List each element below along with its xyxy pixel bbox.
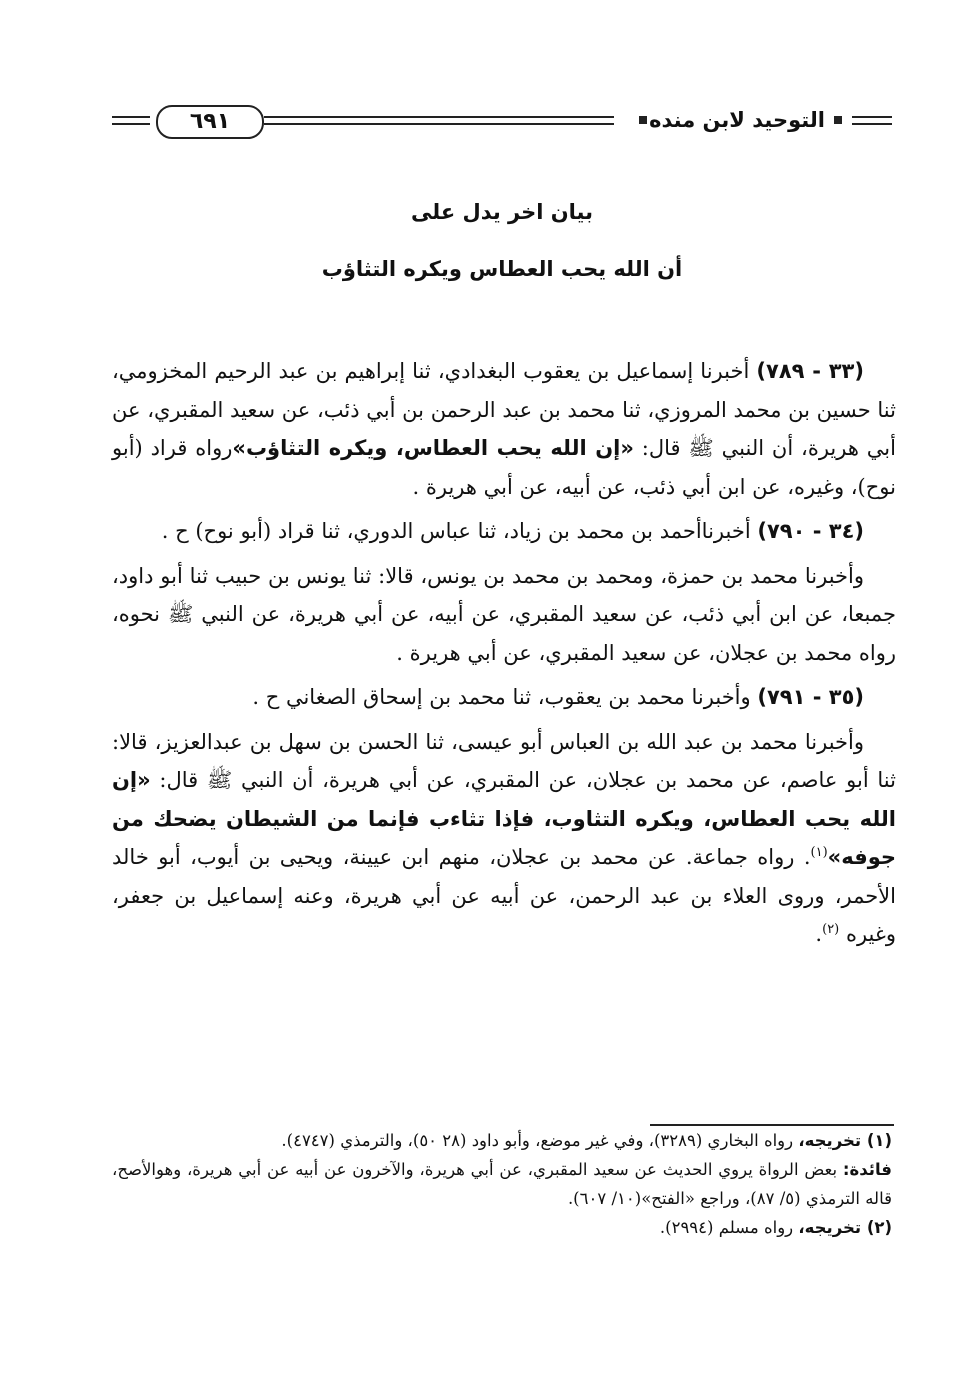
footnote-marker: (١)	[810, 845, 828, 860]
page-number: ٦٩١	[156, 105, 264, 139]
hadith-text: وأخبرنا محمد بن عبد الله بن العباس أبو عيسى، ثنا الحسن بن سهل بن عبدالعزيز، قالا: ثنا أبو عاصم، عن محمد بن عجلان، عن المقبري، عن أبي هريرة، أن النبي ﷺ قال:	[112, 729, 896, 792]
footnote-1	[112, 1126, 892, 1155]
header-rule-left	[112, 116, 150, 125]
hadith-790	[112, 512, 896, 551]
running-header	[112, 100, 892, 140]
benefit-label: فائدة:	[842, 1160, 892, 1179]
header-rule-center	[264, 116, 614, 125]
footnote-text: بعض الرواة يروي الحديث عن سعيد المقبري، عن أبي هريرة، والآخرون عن أبيه عن أبي هريرة، وهوالأصح، قاله الترمذي (٥/ ٨٧)، وراجع «الفتح»(١٠/ ٦٠٧).	[112, 1160, 892, 1208]
footnote-label: (٢) تخريجه،	[798, 1218, 892, 1237]
main-text	[112, 352, 896, 960]
footnote-marker: (٢)	[822, 922, 840, 937]
hadith-text: أخبرناأحمد بن محمد بن زياد، ثنا عباس الدوري، ثنا قراد (أبو نوح) ح .	[161, 519, 751, 543]
footnote-text: رواه البخاري (٣٢٨٩)، وفي غير موضع، وأبو داود (٢٨ ٥٠)، والترمذي (٤٧٤٧).	[281, 1131, 794, 1150]
hadith-text: وأخبرنا محمد بن يعقوب، ثنا محمد بن إسحاق الصغاني ح .	[252, 685, 751, 709]
footnote-benefit	[112, 1155, 892, 1213]
footnotes	[112, 1126, 892, 1242]
hadith-quote: «إن الله يحب العطاس، ويكره التثاؤب»	[232, 436, 634, 460]
footnote-2	[112, 1213, 892, 1242]
header-square-right	[834, 116, 842, 124]
sentence-end: .	[815, 922, 823, 946]
footnote-label: (١) تخريجه،	[798, 1131, 892, 1150]
hadith-text: . رواه جماعة. عن محمد بن عجلان، منهم ابن عيينة، ويحيى بن أيوب، أبو خالد الأحمر، وروى العلاء بن عبد الرحمن، عن أبيه عن أبي هريرة، وعنه إسماعيل بن جعفر، وغيره	[112, 845, 896, 946]
chapter-title-line-2: أن الله يحب العطاس ويكره التثاؤب	[321, 257, 683, 281]
hadith-number: (٣٣ - ٧٨٩)	[756, 359, 864, 383]
hadith-text: وأخبرنا محمد بن حمزة، ومحمد بن محمد بن يونس، قالا: ثنا يونس بن حبيب ثنا أبو داود، جمبعا، عن ابن أبي ذئب، عن سعيد المقبري، عن أبيه، عن أبي هريرة، عن النبي ﷺ نحوه، رواه محمد بن عجلان، عن سعيد المقبري، عن أبي هريرة .	[112, 563, 896, 665]
hadith-791-chain	[112, 723, 896, 954]
header-rule-right	[852, 116, 892, 125]
footnote-text: رواه مسلم (٢٩٩٤).	[659, 1218, 794, 1237]
hadith-number: (٣٥ - ٧٩١)	[757, 685, 864, 709]
hadith-text: رواه قراد (أبو نوح)، وغيره، عن ابن أبي ذئب، عن أبيه، عن أبي هريرة .	[112, 436, 896, 499]
hadith-789	[112, 352, 896, 506]
hadith-790-chain	[112, 557, 896, 673]
hadith-number: (٣٤ - ٧٩٠)	[757, 519, 864, 543]
chapter-title-line-1: بيان اخر يدل على	[411, 200, 593, 224]
hadith-791	[112, 678, 896, 717]
hadith-quote: «إن الله يحب العطاس، ويكره التثاوب، فإذا تثاءب فإنما من الشيطان يضحك من جوفه»	[112, 768, 896, 869]
book-title: التوحيد لابن منده	[649, 108, 825, 132]
hadith-text: أخبرنا إسماعيل بن يعقوب البغدادي، ثنا إبراهيم بن عبد الرحيم المخزومي، ثنا حسين بن محمد المروزي، ثنا محمد بن عبد الرحمن بن أبي ذئب، عن سعيد المقبري، عن أبي هريرة، أن النبي ﷺ قال:	[112, 359, 896, 460]
